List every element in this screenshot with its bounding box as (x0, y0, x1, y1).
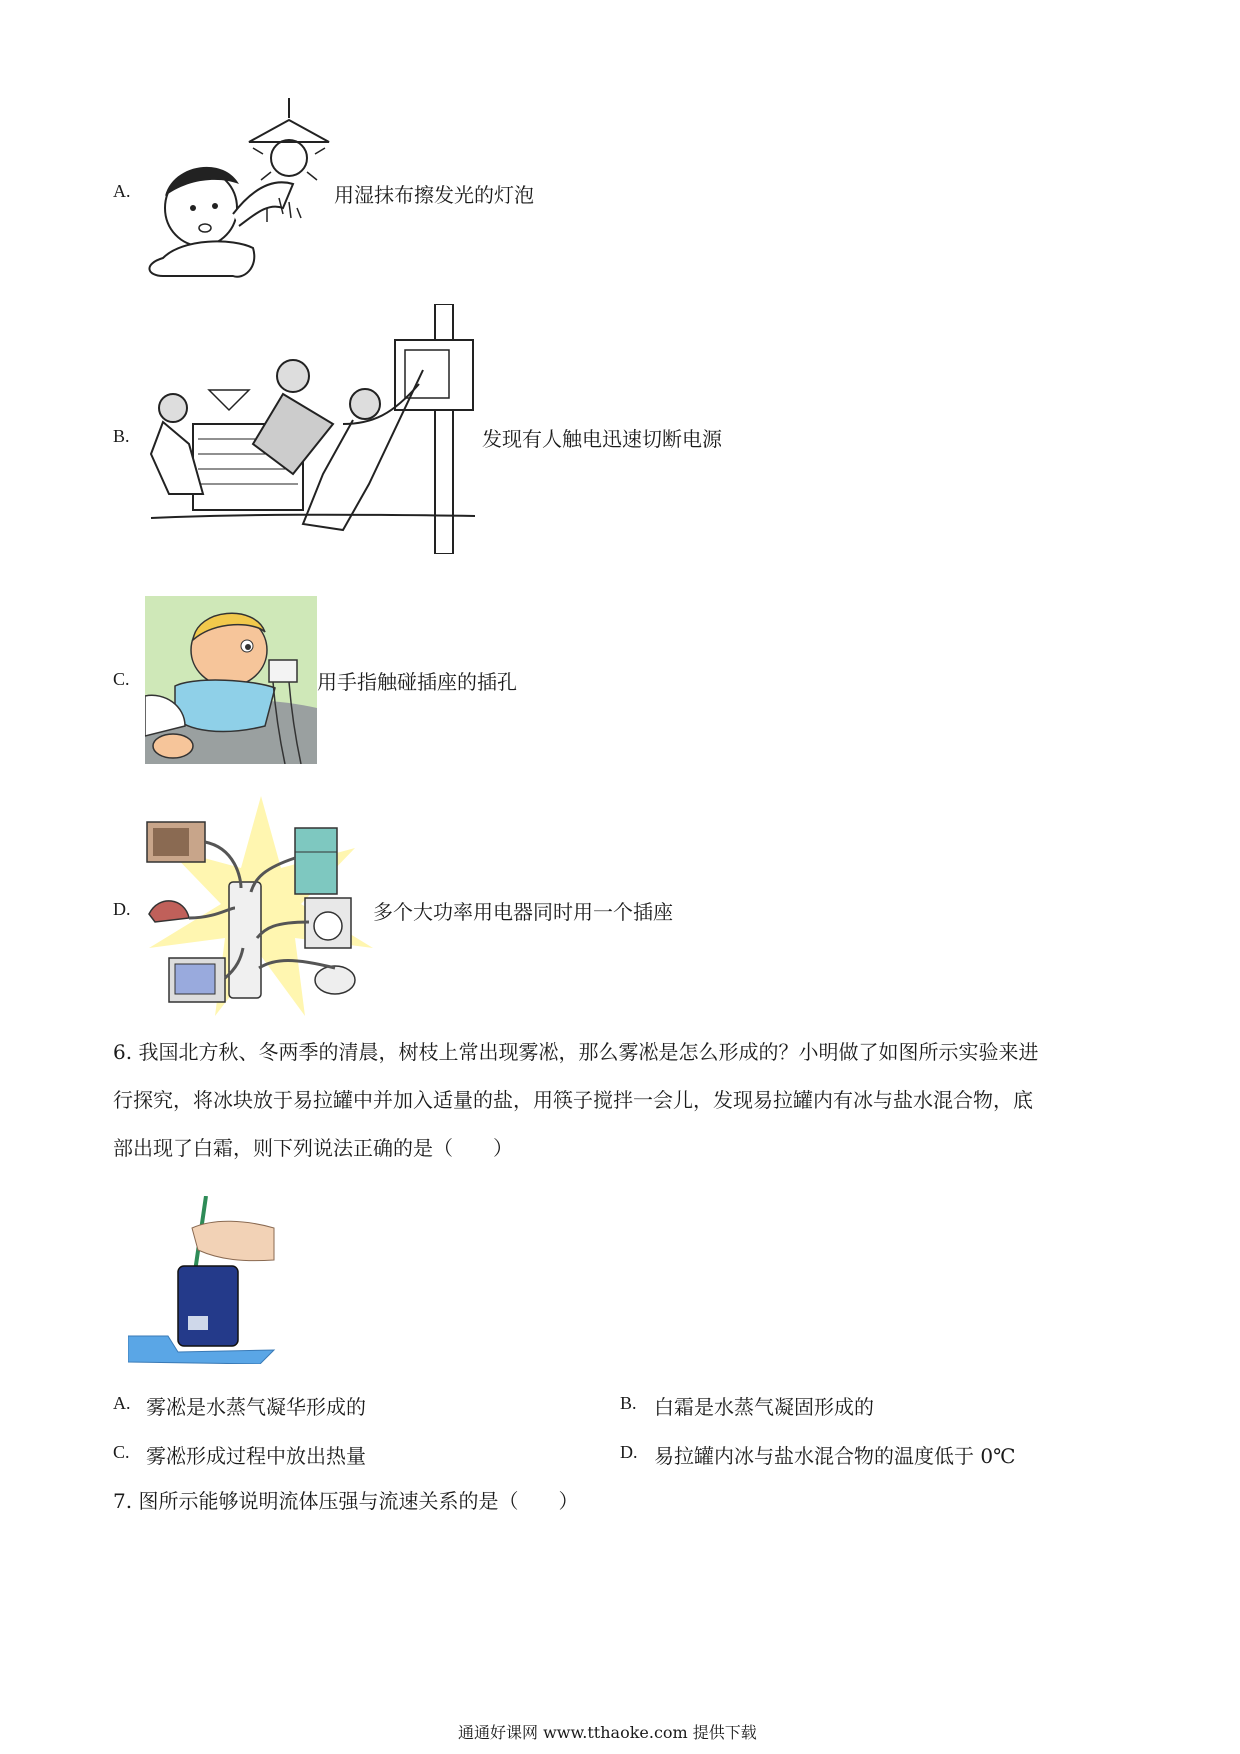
q6-option-letter-c: C. (113, 1442, 130, 1462)
footer-download-note: 通通好课网 www.tthaoke.com 提供下载 (458, 1723, 757, 1742)
option-letter-b: B. (113, 426, 130, 446)
q6-option-text-d: 易拉罐内冰与盐水混合物的温度低于 0℃ (654, 1444, 1016, 1468)
option-text-c: 用手指触碰插座的插孔 (317, 670, 517, 694)
q6-line-2: 行探究，将冰块放于易拉罐中并加入适量的盐，用筷子搅拌一会儿，发现易拉罐内有冰与盐水混合物，底 (113, 1088, 1033, 1112)
option-letter-c: C. (113, 669, 130, 689)
option-letter-a: A. (113, 181, 131, 201)
option-text-b: 发现有人触电迅速切断电源 (482, 427, 722, 451)
q6-option-letter-b: B. (620, 1393, 637, 1413)
baby-touching-socket-illustration (145, 596, 317, 764)
electric-shock-rescue-illustration (143, 304, 483, 554)
q6-option-letter-a: A. (113, 1393, 131, 1413)
option-letter-d: D. (113, 899, 131, 919)
q6-line-1: 6. 我国北方秋、冬两季的清晨，树枝上常出现雾凇，那么雾凇是怎么形成的？小明做了如图所示实验来进 (113, 1040, 1039, 1064)
q7-line-1: 7. 图所示能够说明流体压强与流速关系的是（ ） (113, 1489, 579, 1513)
q6-option-text-c: 雾凇形成过程中放出热量 (146, 1444, 366, 1468)
q6-option-letter-d: D. (620, 1442, 638, 1462)
q6-option-text-a: 雾凇是水蒸气凝华形成的 (146, 1395, 366, 1419)
option-text-d: 多个大功率用电器同时用一个插座 (373, 900, 673, 924)
q6-line-3: 部出现了白霜，则下列说法正确的是（ ） (113, 1136, 513, 1160)
option-text-a: 用湿抹布擦发光的灯泡 (334, 183, 534, 207)
overloaded-socket-illustration (145, 788, 377, 1024)
can-ice-salt-experiment-photo (128, 1196, 276, 1364)
wiping-bulb-illustration (143, 98, 335, 288)
q6-option-text-b: 白霜是水蒸气凝固形成的 (654, 1395, 874, 1419)
